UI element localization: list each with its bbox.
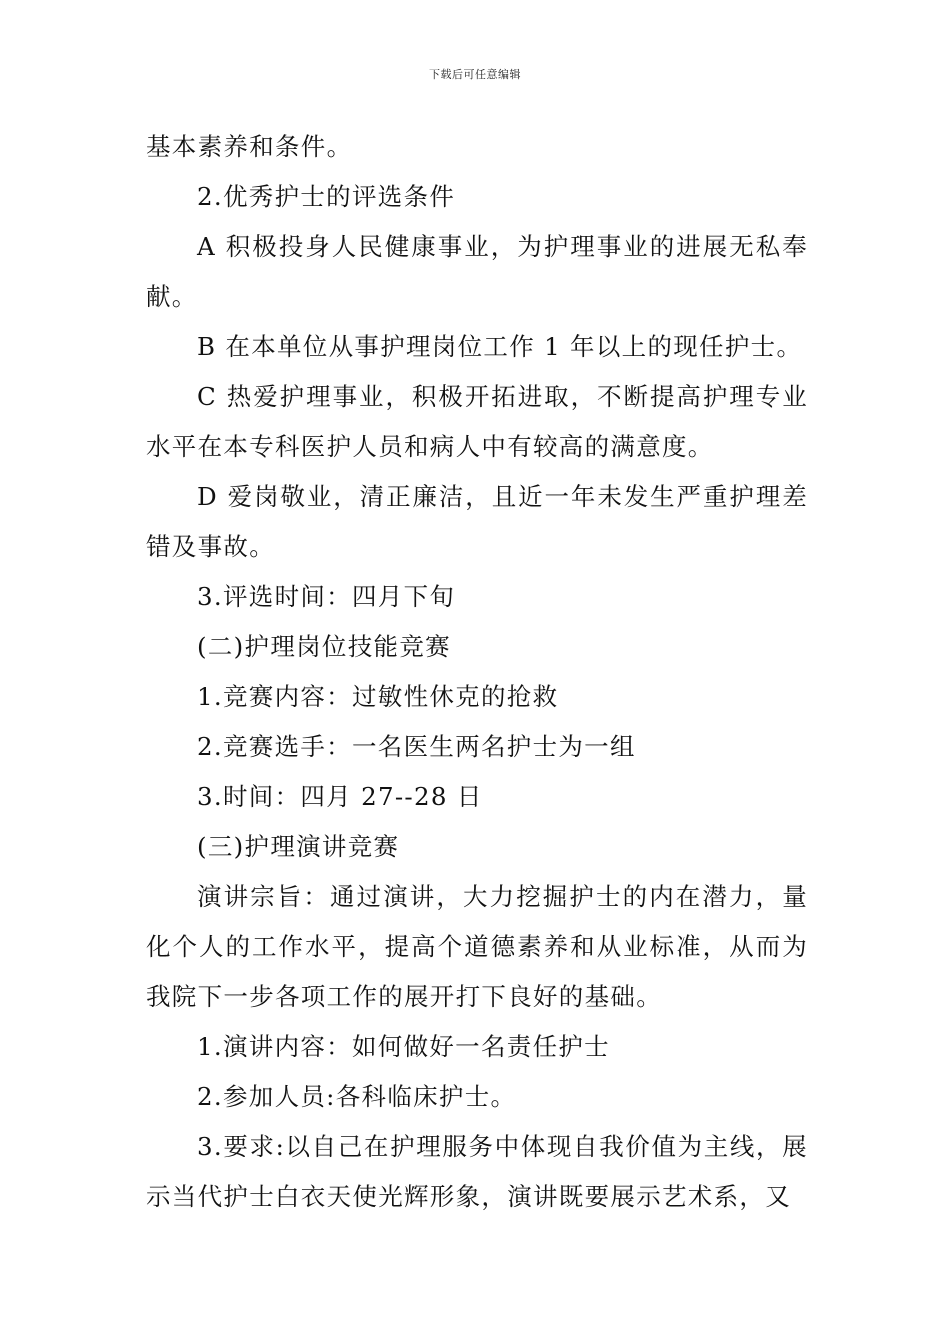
paragraph: 3.时间：四月 27--28 日 bbox=[197, 782, 483, 811]
paragraph: A 积极投身人民健康事业，为护理事业的进展无私奉献。 bbox=[146, 232, 808, 311]
paragraph: B 在本单位从事护理岗位工作 1 年以上的现任护士。 bbox=[197, 332, 803, 361]
paragraph: 演讲宗旨：通过演讲，大力挖掘护士的内在潜力，量化个人的工作水平，提高个道德素养和从业标准，从而为我院下一步各项工作的展开打下良好的基础。 bbox=[146, 882, 808, 1011]
paragraph: 1.竞赛内容：过敏性休克的抢救 bbox=[197, 682, 559, 711]
paragraph: C 热爱护理事业，积极开拓进取，不断提高护理专业水平在本专科医护人员和病人中有较高的满意度。 bbox=[146, 382, 808, 461]
page-header-note: 下载后可任意编辑 bbox=[429, 68, 521, 81]
paragraph: 2.竞赛选手：一名医生两名护士为一组 bbox=[197, 732, 636, 761]
paragraph: 3.要求:以自己在护理服务中体现自我价值为主线，展示当代护士白衣天使光辉形象，演讲既要展示艺术系，又 bbox=[146, 1132, 808, 1211]
section-heading: (三)护理演讲竞赛 bbox=[197, 832, 400, 861]
document-body bbox=[146, 122, 808, 1222]
paragraph: 1.演讲内容：如何做好一名责任护士 bbox=[197, 1032, 610, 1061]
section-heading: (二)护理岗位技能竞赛 bbox=[197, 632, 451, 661]
paragraph: 2.参加人员:各科临床护士。 bbox=[197, 1082, 517, 1111]
paragraph: D 爱岗敬业，清正廉洁，且近一年未发生严重护理差错及事故。 bbox=[146, 482, 808, 561]
paragraph: 3.评选时间：四月下旬 bbox=[197, 582, 456, 611]
paragraph: 2.优秀护士的评选条件 bbox=[197, 182, 456, 211]
paragraph: 基本素养和条件。 bbox=[146, 132, 353, 161]
